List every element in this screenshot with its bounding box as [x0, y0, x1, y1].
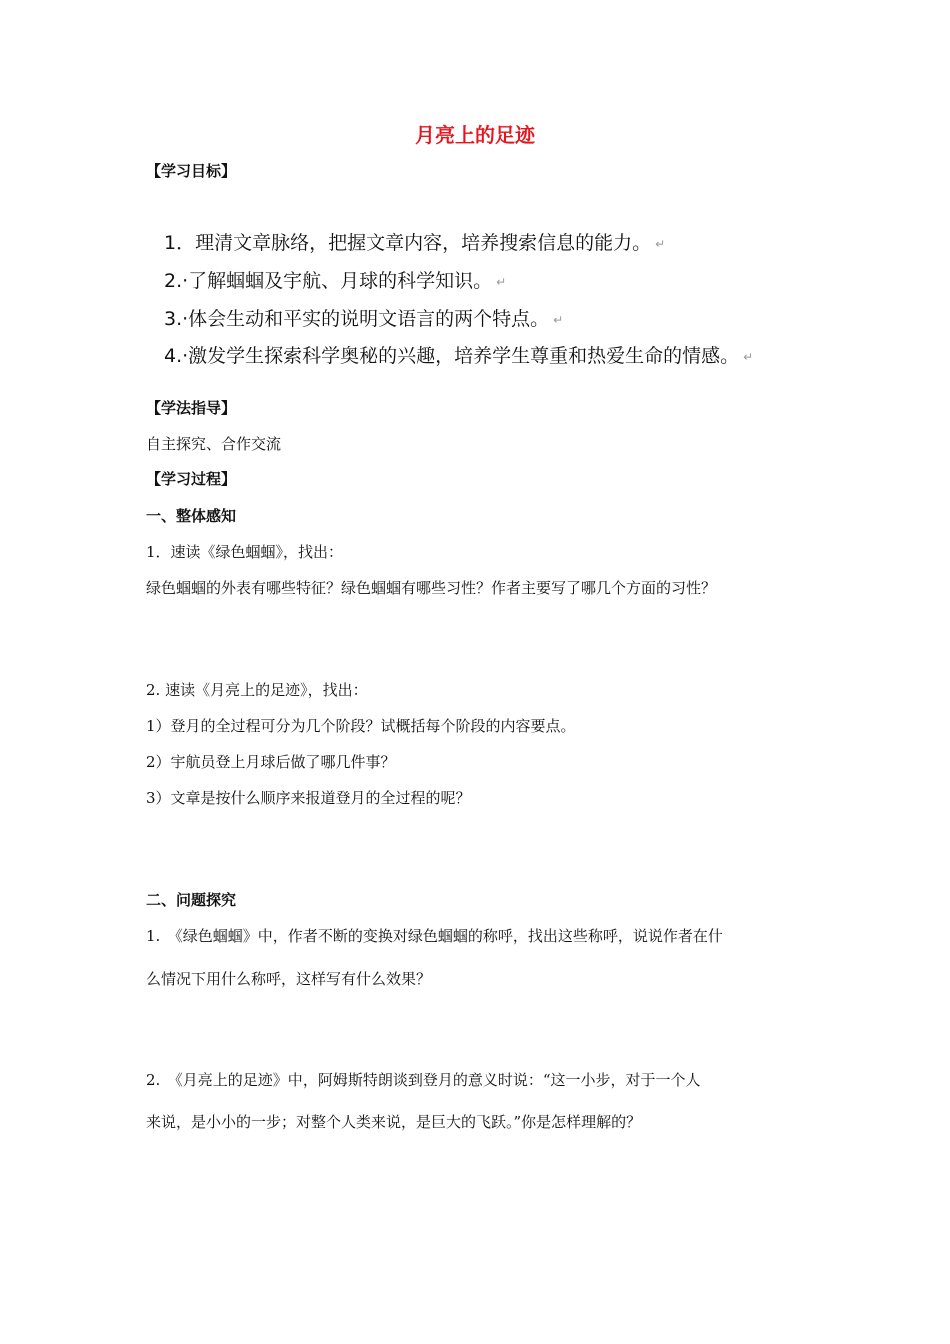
part1-question1: 1．速读《绿色蝈蝈》，找出： [146, 543, 344, 561]
part2-question1-line2: 么情况下用什么称呼，这样写有什么效果？ [146, 970, 432, 988]
goal-text: 4.·激发学生探索科学奥秘的兴趣，培养学生尊重和热爱生命的情感。 [164, 345, 740, 367]
method-text: 自主探究、合作交流 [146, 435, 282, 453]
list-item: 2）宇航员登上月球后做了哪几件事？ [146, 753, 396, 771]
paragraph-mark-icon: ↵ [496, 274, 507, 289]
paragraph-mark-icon: ↵ [553, 312, 564, 327]
part1-question2: 2. 速读《月亮上的足迹》，找出： [146, 681, 368, 699]
goals-heading: 【学习目标】 [146, 162, 237, 180]
goal-item [164, 310, 563, 329]
list-item: 3）文章是按什么顺序来报道登月的全过程的呢？ [146, 789, 471, 807]
method-heading: 【学法指导】 [146, 399, 237, 417]
part2-heading: 二、问题探究 [146, 891, 237, 909]
paragraph-mark-icon: ↵ [655, 236, 666, 251]
goal-item [164, 234, 665, 253]
process-heading: 【学习过程】 [146, 470, 237, 488]
paragraph-mark-icon: ↵ [743, 349, 754, 364]
part2-question2-line1: 2. 《月亮上的足迹》中，阿姆斯特朗谈到登月的意义时说：“这一小步，对于一个人 [146, 1071, 701, 1089]
part1-heading: 一、整体感知 [146, 507, 237, 525]
part2-question1-line1: 1. 《绿色蝈蝈》中，作者不断的变换对绿色蝈蝈的称呼，找出这些称呼，说说作者在什 [146, 927, 723, 945]
list-item: 1）登月的全过程可分为几个阶段？试概括每个阶段的内容要点。 [146, 717, 576, 735]
goal-text: 3.·体会生动和平实的说明文语言的两个特点。 [164, 308, 550, 330]
page-title: 月亮上的足迹 [415, 123, 535, 147]
goal-item [164, 272, 506, 291]
goal-text: 2.·了解蝈蝈及宇航、月球的科学知识。 [164, 270, 493, 292]
goal-text: 1．理清文章脉络，把握文章内容，培养搜索信息的能力。 [164, 232, 652, 254]
goal-item [164, 347, 753, 366]
part2-question2-line2: 来说，是小小的一步；对整个人类来说，是巨大的飞跃。”你是怎样理解的？ [146, 1113, 642, 1131]
part1-question1-detail: 绿色蝈蝈的外表有哪些特征？绿色蝈蝈有哪些习性？作者主要写了哪几个方面的习性？ [146, 579, 717, 597]
